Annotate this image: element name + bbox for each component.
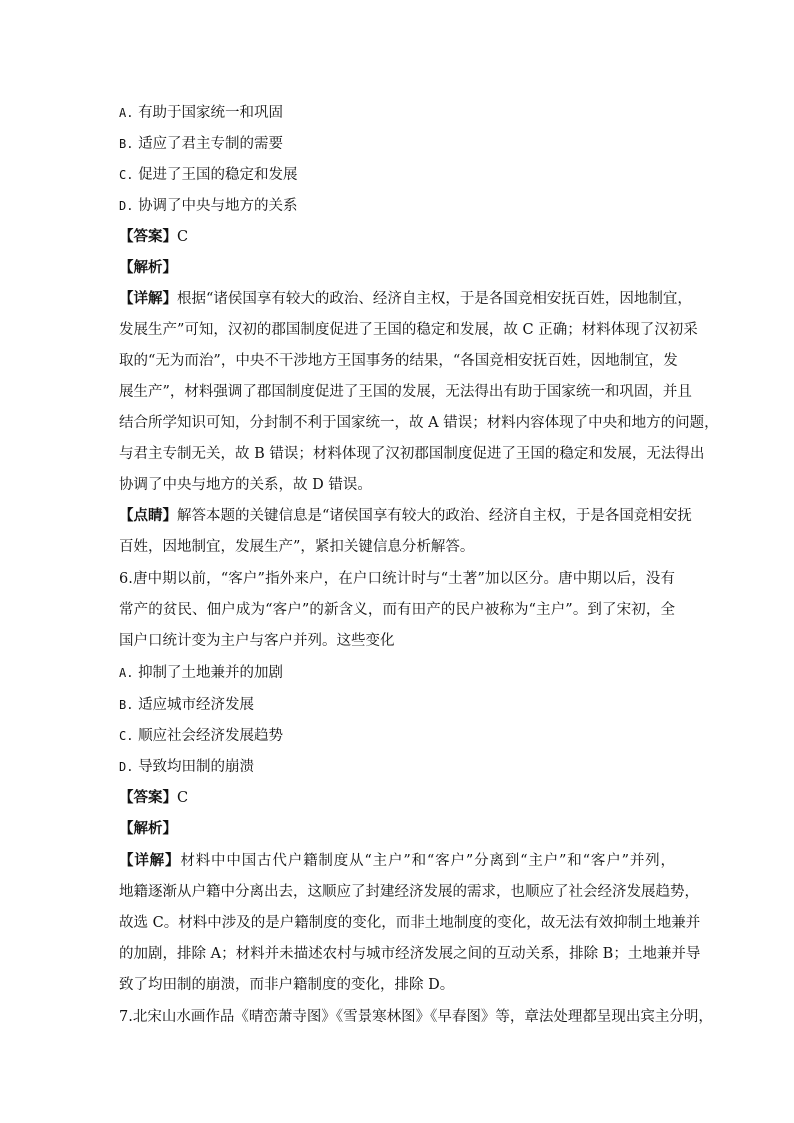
question-stem: 国户口统计变为主户与客户并列。这些变化 [119, 633, 395, 649]
option-d: D. 导致均田制的崩溃 [119, 759, 255, 775]
detail-line: 发展生产”可知，汉初的郡国制度促进了王国的稳定和发展，故 C 正确；材料体现了汉初采 [119, 322, 698, 338]
option-d: D. 协调了中央与地方的关系 [119, 198, 298, 214]
detail-line: 结合所学知识可知，分封制不利于国家统一，故 A 错误；材料内容体现了中央和地方的问题， [119, 415, 719, 431]
option-b: B. 适应城市经济发展 [119, 697, 255, 713]
answer-line: 【答案】C [119, 790, 189, 806]
answer-line: 【答案】C [119, 229, 189, 245]
question-stem: 6.唐中期以前，“客户”指外来户，在户口统计时与“土著”加以区分。唐中期以后，没有 [119, 571, 675, 587]
option-b: B. 适应了君主专制的需要 [119, 136, 284, 152]
detail-line: 【详解】材料中中国古代户籍制度从“主户”和“客户”分离到“主户”和“客户”并列， [119, 853, 675, 869]
comment-line: 百姓，因地制宜，发展生产”，紧扣关键信息分析解答。 [119, 539, 475, 555]
analysis-heading: 【解析】 [119, 821, 177, 837]
comment-line: 【点睛】解答本题的关键信息是“诸侯国享有较大的政治、经济自主权，于是各国竞相安抚 [119, 508, 692, 524]
detail-line: 协调了中央与地方的关系，故 D 错误。 [119, 477, 372, 493]
detail-line: 的加剧，排除 A；材料并未描述农村与城市经济发展之间的互动关系，排除 B；土地兼并导 [119, 946, 701, 962]
detail-line: 致了均田制的崩溃，而非户籍制度的变化，排除 D。 [119, 977, 455, 993]
detail-line: 展生产”，材料强调了郡国制度促进了王国的发展，无法得出有助于国家统一和巩固，并且 [119, 384, 692, 400]
analysis-heading: 【解析】 [119, 260, 177, 276]
detail-line: 与君主专制无关，故 B 错误；材料体现了汉初郡国制度促进了王国的稳定和发展，无法得出 [119, 446, 705, 462]
detail-line: 【详解】根据“诸侯国享有较大的政治、经济自主权，于是各国竞相安抚百姓，因地制宜， [119, 291, 692, 307]
option-c: C. 顺应社会经济发展趋势 [119, 728, 284, 744]
option-c: C. 促进了王国的稳定和发展 [119, 167, 298, 183]
question-stem: 7.北宋山水画作品《晴峦萧寺图》《雪景寒林图》《早春图》等，章法处理都呈现出宾主分明， [119, 1009, 713, 1025]
option-a: A. 抑制了土地兼并的加剧 [119, 665, 284, 681]
question-stem: 常产的贫民、佃户成为“客户”的新含义，而有田产的民户被称为“主户”。到了宋初，全 [119, 602, 675, 618]
detail-line: 取的“无为而治”，中央不干涉地方王国事务的结果，“各国竞相安抚百姓，因地制宜，发 [119, 353, 678, 369]
detail-line: 地籍逐渐从户籍中分离出去，这顺应了封建经济发展的需求，也顺应了社会经济发展趋势， [119, 884, 699, 900]
option-a: A. 有助于国家统一和巩固 [119, 105, 284, 121]
detail-line: 故选 C。材料中涉及的是户籍制度的变化，而非土地制度的变化，故无法有效抑制土地兼并 [119, 915, 701, 931]
